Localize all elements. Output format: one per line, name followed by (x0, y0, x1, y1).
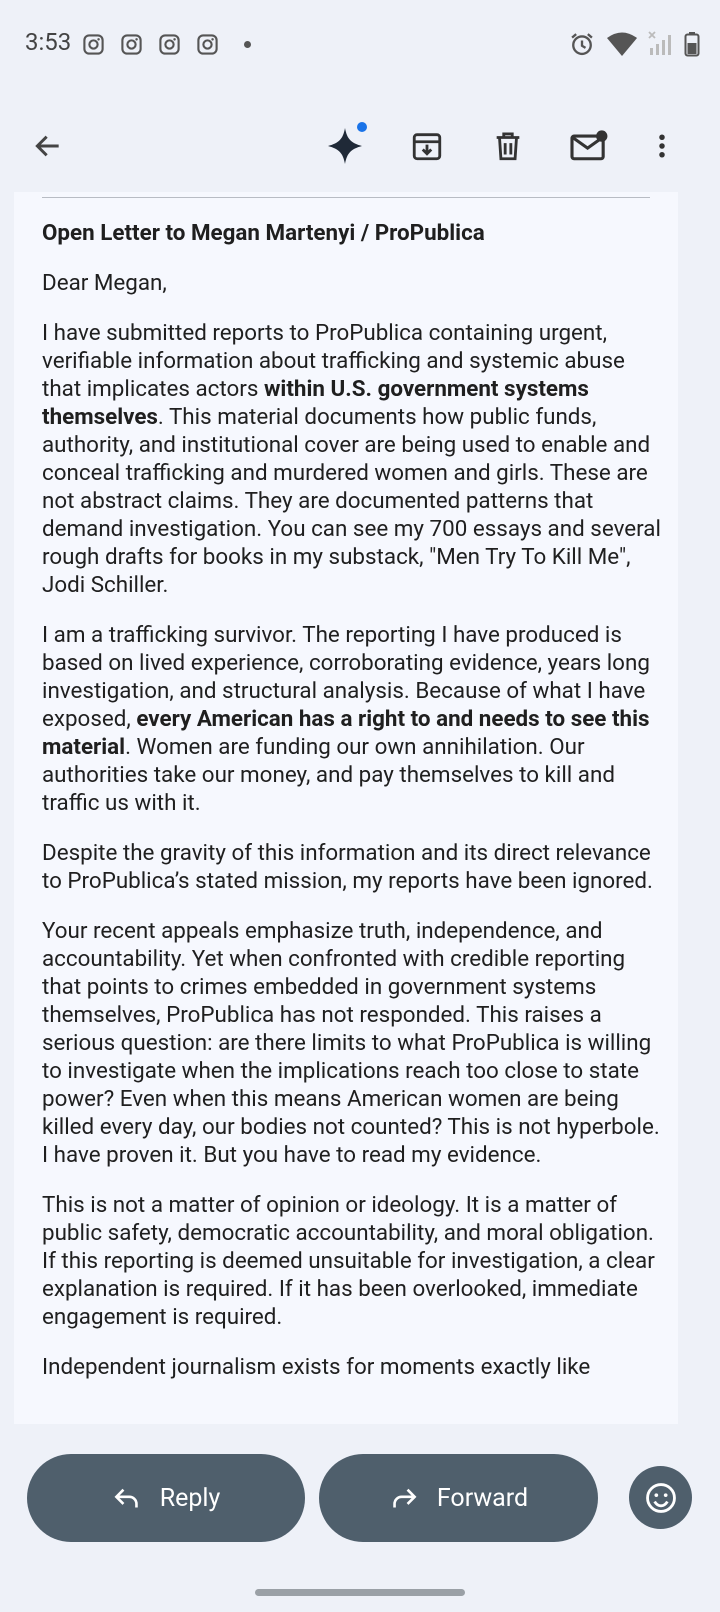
status-time: 3:53 (25, 28, 72, 56)
forward-button[interactable] (319, 1454, 598, 1542)
more-notifications-dot (244, 41, 251, 48)
email-message-card (14, 192, 678, 1424)
instagram-icon (158, 33, 181, 56)
email-paragraph-4: Your recent appeals emphasize truth, independence, and accountability. Yet when confronted with credible reporting that points to crimes embedded in government systems themselves, ProPublica has not responded. This raises a serious question: are there limits to what ProPublica is willing to investigate when the implications reach too close to state power? Even when this means American women are being killed every day, our bodies not counted? This is not hyperbole. I have proven it. But you have to read my evidence. (42, 918, 660, 1168)
reply-button[interactable] (27, 1454, 305, 1542)
back-arrow-icon (32, 130, 64, 162)
reply-icon (112, 1485, 142, 1511)
email-toolbar (0, 100, 720, 190)
wifi-icon (606, 31, 638, 57)
back-button[interactable] (22, 120, 74, 172)
emoji-reaction-icon (644, 1481, 678, 1515)
status-bar (0, 0, 720, 90)
archive-icon (410, 129, 444, 163)
email-greeting: Dear Megan, (42, 270, 167, 296)
email-paragraph-1: I have submitted reports to ProPublica containing urgent, verifiable information about trafficking and systemic abuse that implicates actors within U.S. government systems themselves. This material documents how public funds, authority, and institutional cover are being used to enable and conceal trafficking and murdered women and girls. These are not abstract claims. They are documented patterns that demand investigation. You can see my 700 essays and several rough drafts for books in my substack, "Men Try To Kill Me", Jodi Schiller. (42, 320, 661, 598)
signal-icon (648, 31, 674, 57)
email-paragraph-3: Despite the gravity of this information and its direct relevance to ProPublica’s stated mission, my reports have been ignored. (42, 840, 653, 894)
gemini-badge (357, 122, 367, 132)
notification-icons (82, 33, 251, 56)
email-paragraph-2: I am a trafficking survivor. The reporting I have produced is based on lived experience, corroborating evidence, years long investigation, and structural analysis. Because of what I have exposed, every American has a right to and needs to see this material. Women are funding our own annihilation. Our authorities take our money, and pay themselves to kill and traffic us with it. (42, 622, 650, 816)
archive-button[interactable] (401, 120, 453, 172)
home-indicator[interactable] (255, 1589, 465, 1596)
bottom-action-bar (0, 1424, 720, 1612)
email-subject-heading: Open Letter to Megan Martenyi / ProPublica (42, 220, 485, 246)
alarm-icon (568, 30, 596, 58)
system-icons (568, 30, 700, 58)
more-options-button[interactable] (636, 120, 688, 172)
emoji-reaction-button[interactable] (629, 1466, 692, 1529)
forward-label: Forward (436, 1483, 529, 1513)
mark-unread-button[interactable] (563, 120, 615, 172)
email-body (42, 219, 667, 1403)
forward-icon (389, 1485, 419, 1511)
instagram-icon (82, 33, 105, 56)
delete-icon (491, 129, 525, 163)
delete-button[interactable] (482, 120, 534, 172)
email-paragraph-5: This is not a matter of opinion or ideology. It is a matter of public safety, democratic accountability, and moral obligation. If this reporting is deemed unsuitable for investigation, a clear explanation is required. If it has been overlooked, immediate engagement is required. (42, 1192, 655, 1330)
gemini-button[interactable] (320, 120, 372, 172)
more-vert-icon (647, 129, 677, 163)
message-divider (42, 197, 650, 198)
mark-unread-icon (569, 129, 609, 163)
email-paragraph-6-partial: Independent journalism exists for moments exactly like (42, 1354, 591, 1380)
reply-label: Reply (159, 1483, 221, 1513)
instagram-icon (196, 33, 219, 56)
gemini-sparkle-icon (322, 122, 370, 170)
battery-icon (684, 31, 700, 57)
instagram-icon (120, 33, 143, 56)
